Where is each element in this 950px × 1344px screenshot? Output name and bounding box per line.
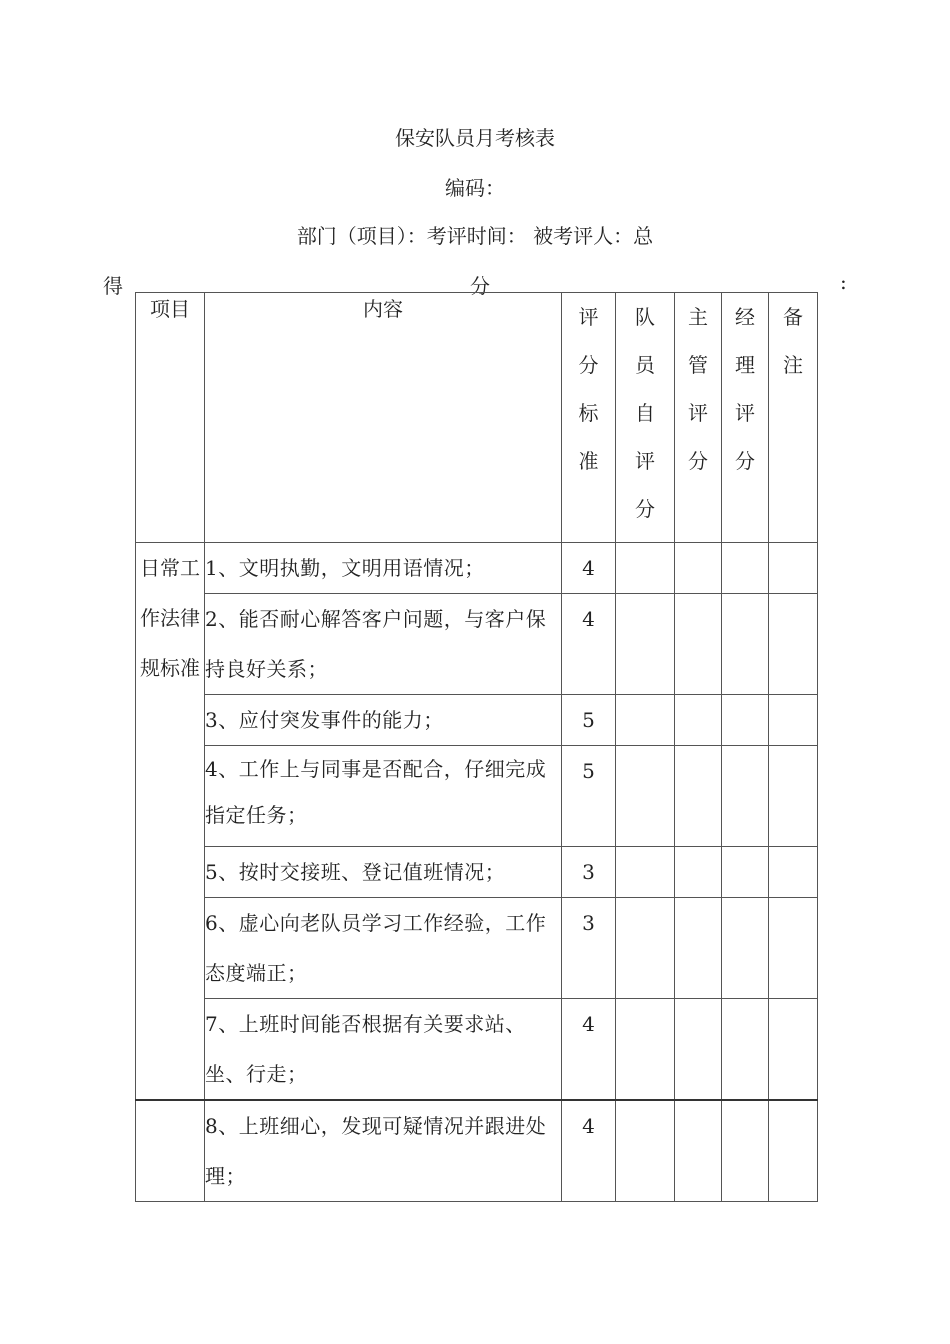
- score-label-left: 得: [103, 274, 123, 298]
- self-score-cell[interactable]: [616, 695, 675, 746]
- meta-line: 部门（项目）：考评时间： 被考评人：总: [296, 224, 654, 248]
- supervisor-score-cell[interactable]: [675, 543, 722, 594]
- manager-score-cell[interactable]: [722, 999, 769, 1101]
- header-manager-score: 经理评分: [722, 293, 769, 543]
- score-label-mid: 分: [470, 274, 490, 298]
- row-content: 3、应付突发事件的能力；: [205, 695, 562, 746]
- remark-cell[interactable]: [769, 1100, 818, 1202]
- manager-score-cell[interactable]: [722, 695, 769, 746]
- row-score: 5: [562, 695, 616, 746]
- remark-cell[interactable]: [769, 594, 818, 695]
- supervisor-score-cell[interactable]: [675, 695, 722, 746]
- row-score: 3: [562, 847, 616, 898]
- row-score: 3: [562, 898, 616, 999]
- remark-cell[interactable]: [769, 695, 818, 746]
- category-cell-empty: [136, 1100, 205, 1202]
- header-standard: 评分标准: [562, 293, 616, 543]
- row-content: 1、文明执勤，文明用语情况；: [205, 543, 562, 594]
- table-row: [136, 543, 818, 594]
- manager-score-cell[interactable]: [722, 898, 769, 999]
- row-content: 6、虚心向老队员学习工作经验，工作态度端正；: [205, 898, 562, 999]
- table-row: [136, 999, 818, 1101]
- remark-cell[interactable]: [769, 999, 818, 1101]
- supervisor-score-cell[interactable]: [675, 999, 722, 1101]
- evaluation-table: [135, 292, 818, 1202]
- category-cell: 日常工作法律规标准: [136, 543, 205, 1101]
- row-score: 4: [562, 999, 616, 1101]
- remark-cell[interactable]: [769, 847, 818, 898]
- table-row: [136, 594, 818, 695]
- manager-score-cell[interactable]: [722, 594, 769, 695]
- supervisor-score-cell[interactable]: [675, 1100, 722, 1202]
- row-content: 7、上班时间能否根据有关要求站、坐、行走；: [205, 999, 562, 1101]
- code-label: 编码：: [445, 176, 505, 200]
- supervisor-score-cell[interactable]: [675, 898, 722, 999]
- supervisor-score-cell[interactable]: [675, 847, 722, 898]
- remark-cell[interactable]: [769, 543, 818, 594]
- row-content: 4、工作上与同事是否配合，仔细完成指定任务；: [205, 746, 562, 847]
- self-score-cell[interactable]: [616, 898, 675, 999]
- table-row: [136, 847, 818, 898]
- row-content: 2、能否耐心解答客户问题，与客户保持良好关系；: [205, 594, 562, 695]
- row-score: 4: [562, 1100, 616, 1202]
- table-row: [136, 898, 818, 999]
- self-score-cell[interactable]: [616, 999, 675, 1101]
- manager-score-cell[interactable]: [722, 1100, 769, 1202]
- header-remark: 备注: [769, 293, 818, 543]
- self-score-cell[interactable]: [616, 543, 675, 594]
- page-title: 保安队员月考核表: [395, 126, 555, 150]
- row-score: 4: [562, 543, 616, 594]
- self-score-cell[interactable]: [616, 847, 675, 898]
- remark-cell[interactable]: [769, 746, 818, 847]
- header-supervisor-score: 主管评分: [675, 293, 722, 543]
- self-score-cell[interactable]: [616, 1100, 675, 1202]
- table-row: [136, 695, 818, 746]
- table-row: [136, 1100, 818, 1202]
- self-score-cell[interactable]: [616, 594, 675, 695]
- manager-score-cell[interactable]: [722, 746, 769, 847]
- table-row: [136, 746, 818, 847]
- remark-cell[interactable]: [769, 898, 818, 999]
- supervisor-score-cell[interactable]: [675, 746, 722, 847]
- manager-score-cell[interactable]: [722, 543, 769, 594]
- row-score: 5: [562, 746, 616, 847]
- row-score: 4: [562, 594, 616, 695]
- row-content: 8、上班细心，发现可疑情况并跟进处理；: [205, 1100, 562, 1202]
- self-score-cell[interactable]: [616, 746, 675, 847]
- manager-score-cell[interactable]: [722, 847, 769, 898]
- header-self-score: 队员自评分: [616, 293, 675, 543]
- header-row: [136, 293, 818, 543]
- header-item: 项目: [136, 293, 205, 543]
- score-label-right: :: [840, 270, 847, 294]
- supervisor-score-cell[interactable]: [675, 594, 722, 695]
- header-content: 内容: [205, 293, 562, 543]
- row-content: 5、按时交接班、登记值班情况；: [205, 847, 562, 898]
